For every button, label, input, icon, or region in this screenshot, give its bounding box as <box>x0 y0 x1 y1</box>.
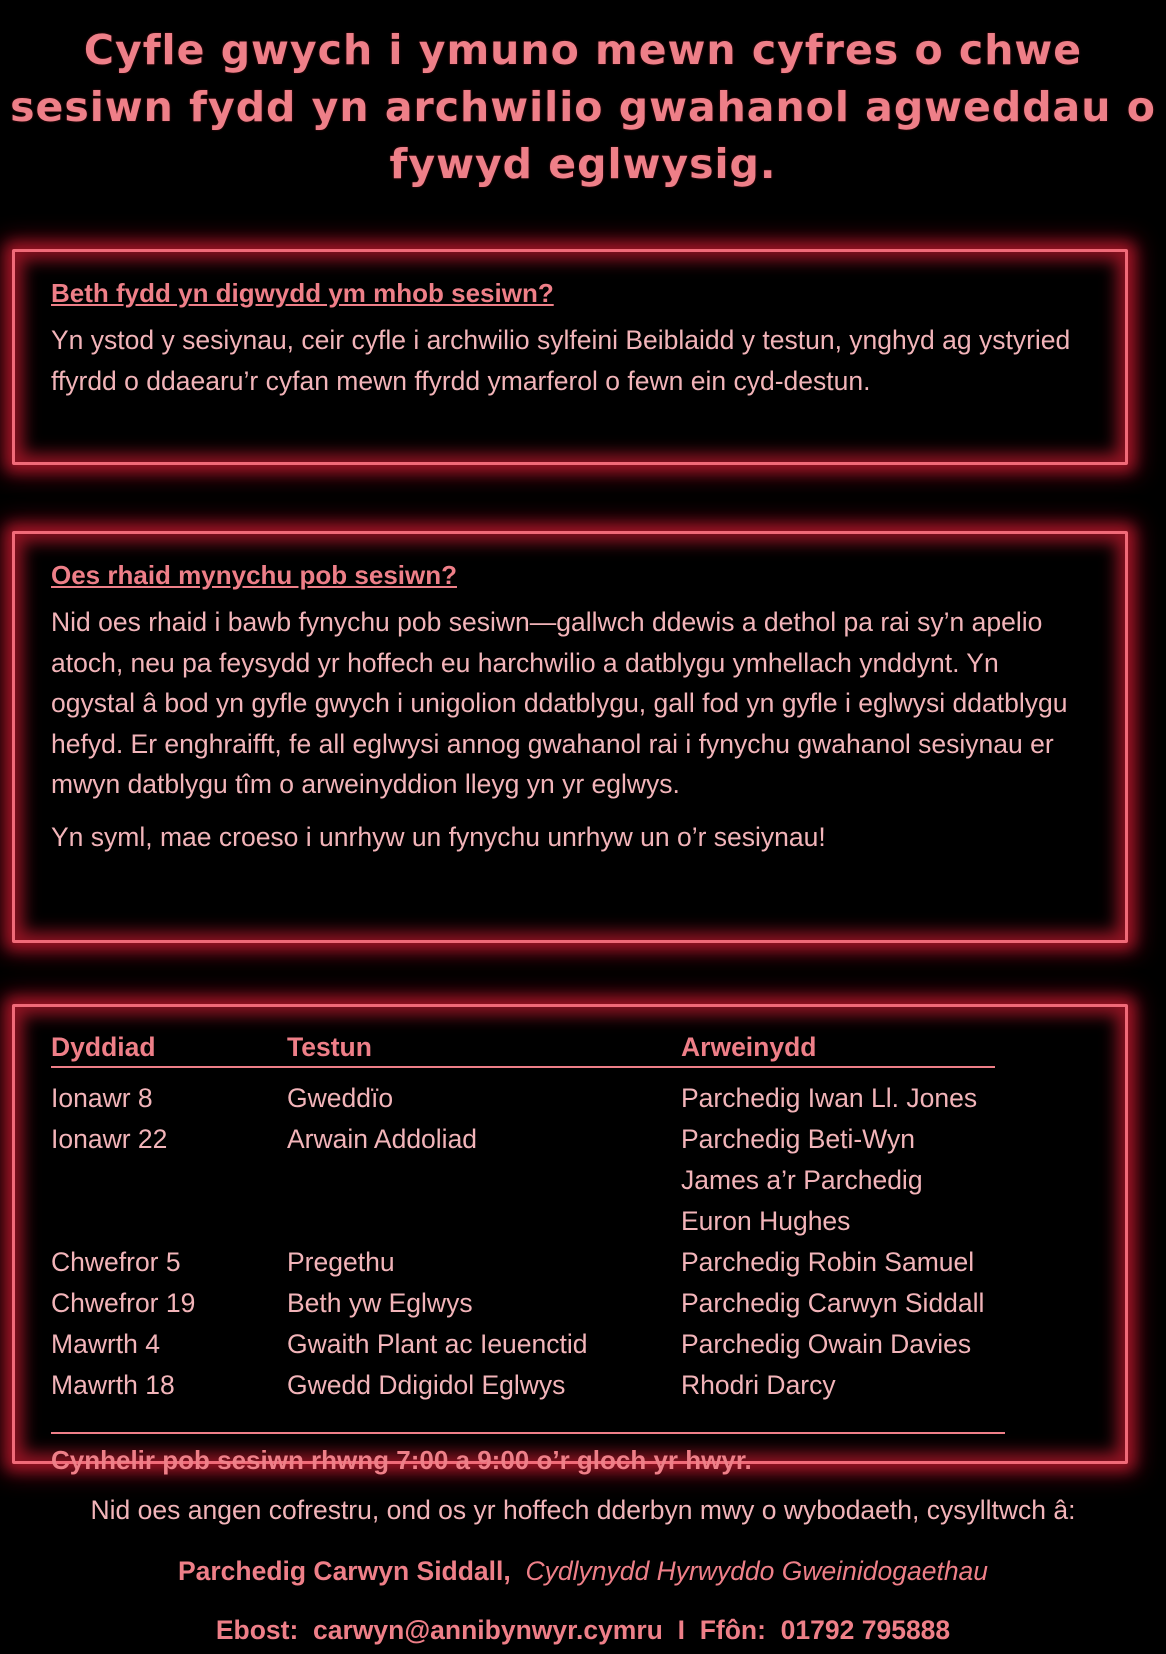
cell-leader: Rhodri Darcy <box>681 1370 836 1400</box>
cell-leader: Parchedig Iwan Ll. Jones <box>681 1083 978 1113</box>
cell-leader: Parchedig Beti-Wyn James a’r Parchedig Euron Hughes <box>681 1124 923 1236</box>
phone-label: Ffôn: <box>699 1615 766 1645</box>
registration-note: Nid oes angen cofrestru, ond os yr hoffech dderbyn mwy o wybodaeth, cysylltwch â: <box>90 1495 1076 1525</box>
contact-role: Cydlynydd Hyrwyddo Gweinidogaethau <box>525 1556 989 1586</box>
contact-name: Parchedig Carwyn Siddall, <box>177 1556 511 1586</box>
cell-leader: Parchedig Carwyn Siddall <box>681 1288 985 1318</box>
separator: I <box>677 1615 685 1645</box>
table-row <box>51 1119 995 1242</box>
schedule-header-row <box>51 1029 995 1067</box>
session-time-note: Cynhelir pob sesiwn rhwng 7:00 a 9:00 o’r gloch yr hwyr. <box>51 1445 752 1475</box>
section-heading: Beth fydd yn digwydd ym mhob sesiwn? <box>51 278 554 308</box>
table-row <box>51 1283 995 1324</box>
section-heading: Oes rhaid mynychu pob sesiwn? <box>51 560 457 590</box>
phone-number[interactable]: 01792 795888 <box>780 1615 951 1645</box>
contact-details <box>0 1615 1166 1646</box>
schedule-table <box>51 1029 995 1406</box>
cell-topic: Beth yw Eglwys <box>287 1288 473 1318</box>
section-body: Yn ystod y sesiynau, ceir cyfle i archwilio sylfeini Beiblaidd y testun, ynghyd ag ystyried ffyrdd o ddaearu’r cyfan mewn ffyrdd ymarferol o fewn ein cyd-destun. <box>51 325 1071 396</box>
section-body-welcome: Yn syml, mae croeso i unrhyw un fynychu unrhyw un o’r sesiynau! <box>51 821 826 852</box>
column-header-leader: Arweinydd <box>681 1029 995 1067</box>
cell-topic: Arwain Addoliad <box>287 1124 478 1154</box>
cell-topic: Gweddïo <box>287 1083 394 1113</box>
email-link[interactable]: carwyn@annibynwyr.cymru <box>313 1615 663 1645</box>
cell-topic: Gwedd Ddigidol Eglwys <box>287 1370 566 1400</box>
section-attendance <box>12 531 1128 943</box>
cell-date: Ionawr 22 <box>51 1124 168 1154</box>
cell-date: Mawrth 4 <box>51 1329 160 1359</box>
cell-date: Mawrth 18 <box>51 1370 175 1400</box>
cell-date: Chwefror 5 <box>51 1247 181 1277</box>
schedule-section <box>12 1004 1128 1475</box>
column-header-date: Dyddiad <box>51 1029 287 1067</box>
section-body: Nid oes rhaid i bawb fynychu pob sesiwn—gallwch ddewis a dethol pa rai sy’n apelio atoch, neu pa feysydd yr hoffech eu harchwilio a datblygu ymhellach ynddynt. Yn ogystal â bod yn gyfle gwych i unigolion ddatblygu, gall fod yn gyfle i eglwysi ddatblygu hefyd. Er enghraifft, fe all eglwysi annog gwahanol rai i fynychu gwahanol sesiynau er mwyn datblygu tîm o arweinyddion lleyg yn yr eglwys. <box>51 607 1068 799</box>
page-title: Cyfle gwych i ymuno mewn cyfres o chwe sesiwn fydd yn archwilio gwahanol agweddau o fywyd eglwysig. <box>10 26 1156 188</box>
cell-leader: Parchedig Owain Davies <box>681 1329 972 1359</box>
column-header-topic: Testun <box>287 1029 681 1067</box>
cell-topic: Gwaith Plant ac Ieuenctid <box>287 1329 588 1359</box>
cell-leader: Parchedig Robin Samuel <box>681 1247 975 1277</box>
divider <box>51 1412 1005 1434</box>
table-row <box>51 1078 995 1119</box>
table-row <box>51 1242 995 1283</box>
section-what-happens <box>12 249 1128 465</box>
contact-line <box>0 1556 1166 1587</box>
cell-topic: Pregethu <box>287 1247 395 1277</box>
table-row <box>51 1324 995 1365</box>
table-row <box>51 1365 995 1406</box>
cell-date: Ionawr 8 <box>51 1083 153 1113</box>
email-label: Ebost: <box>215 1615 299 1645</box>
cell-date: Chwefror 19 <box>51 1288 196 1318</box>
